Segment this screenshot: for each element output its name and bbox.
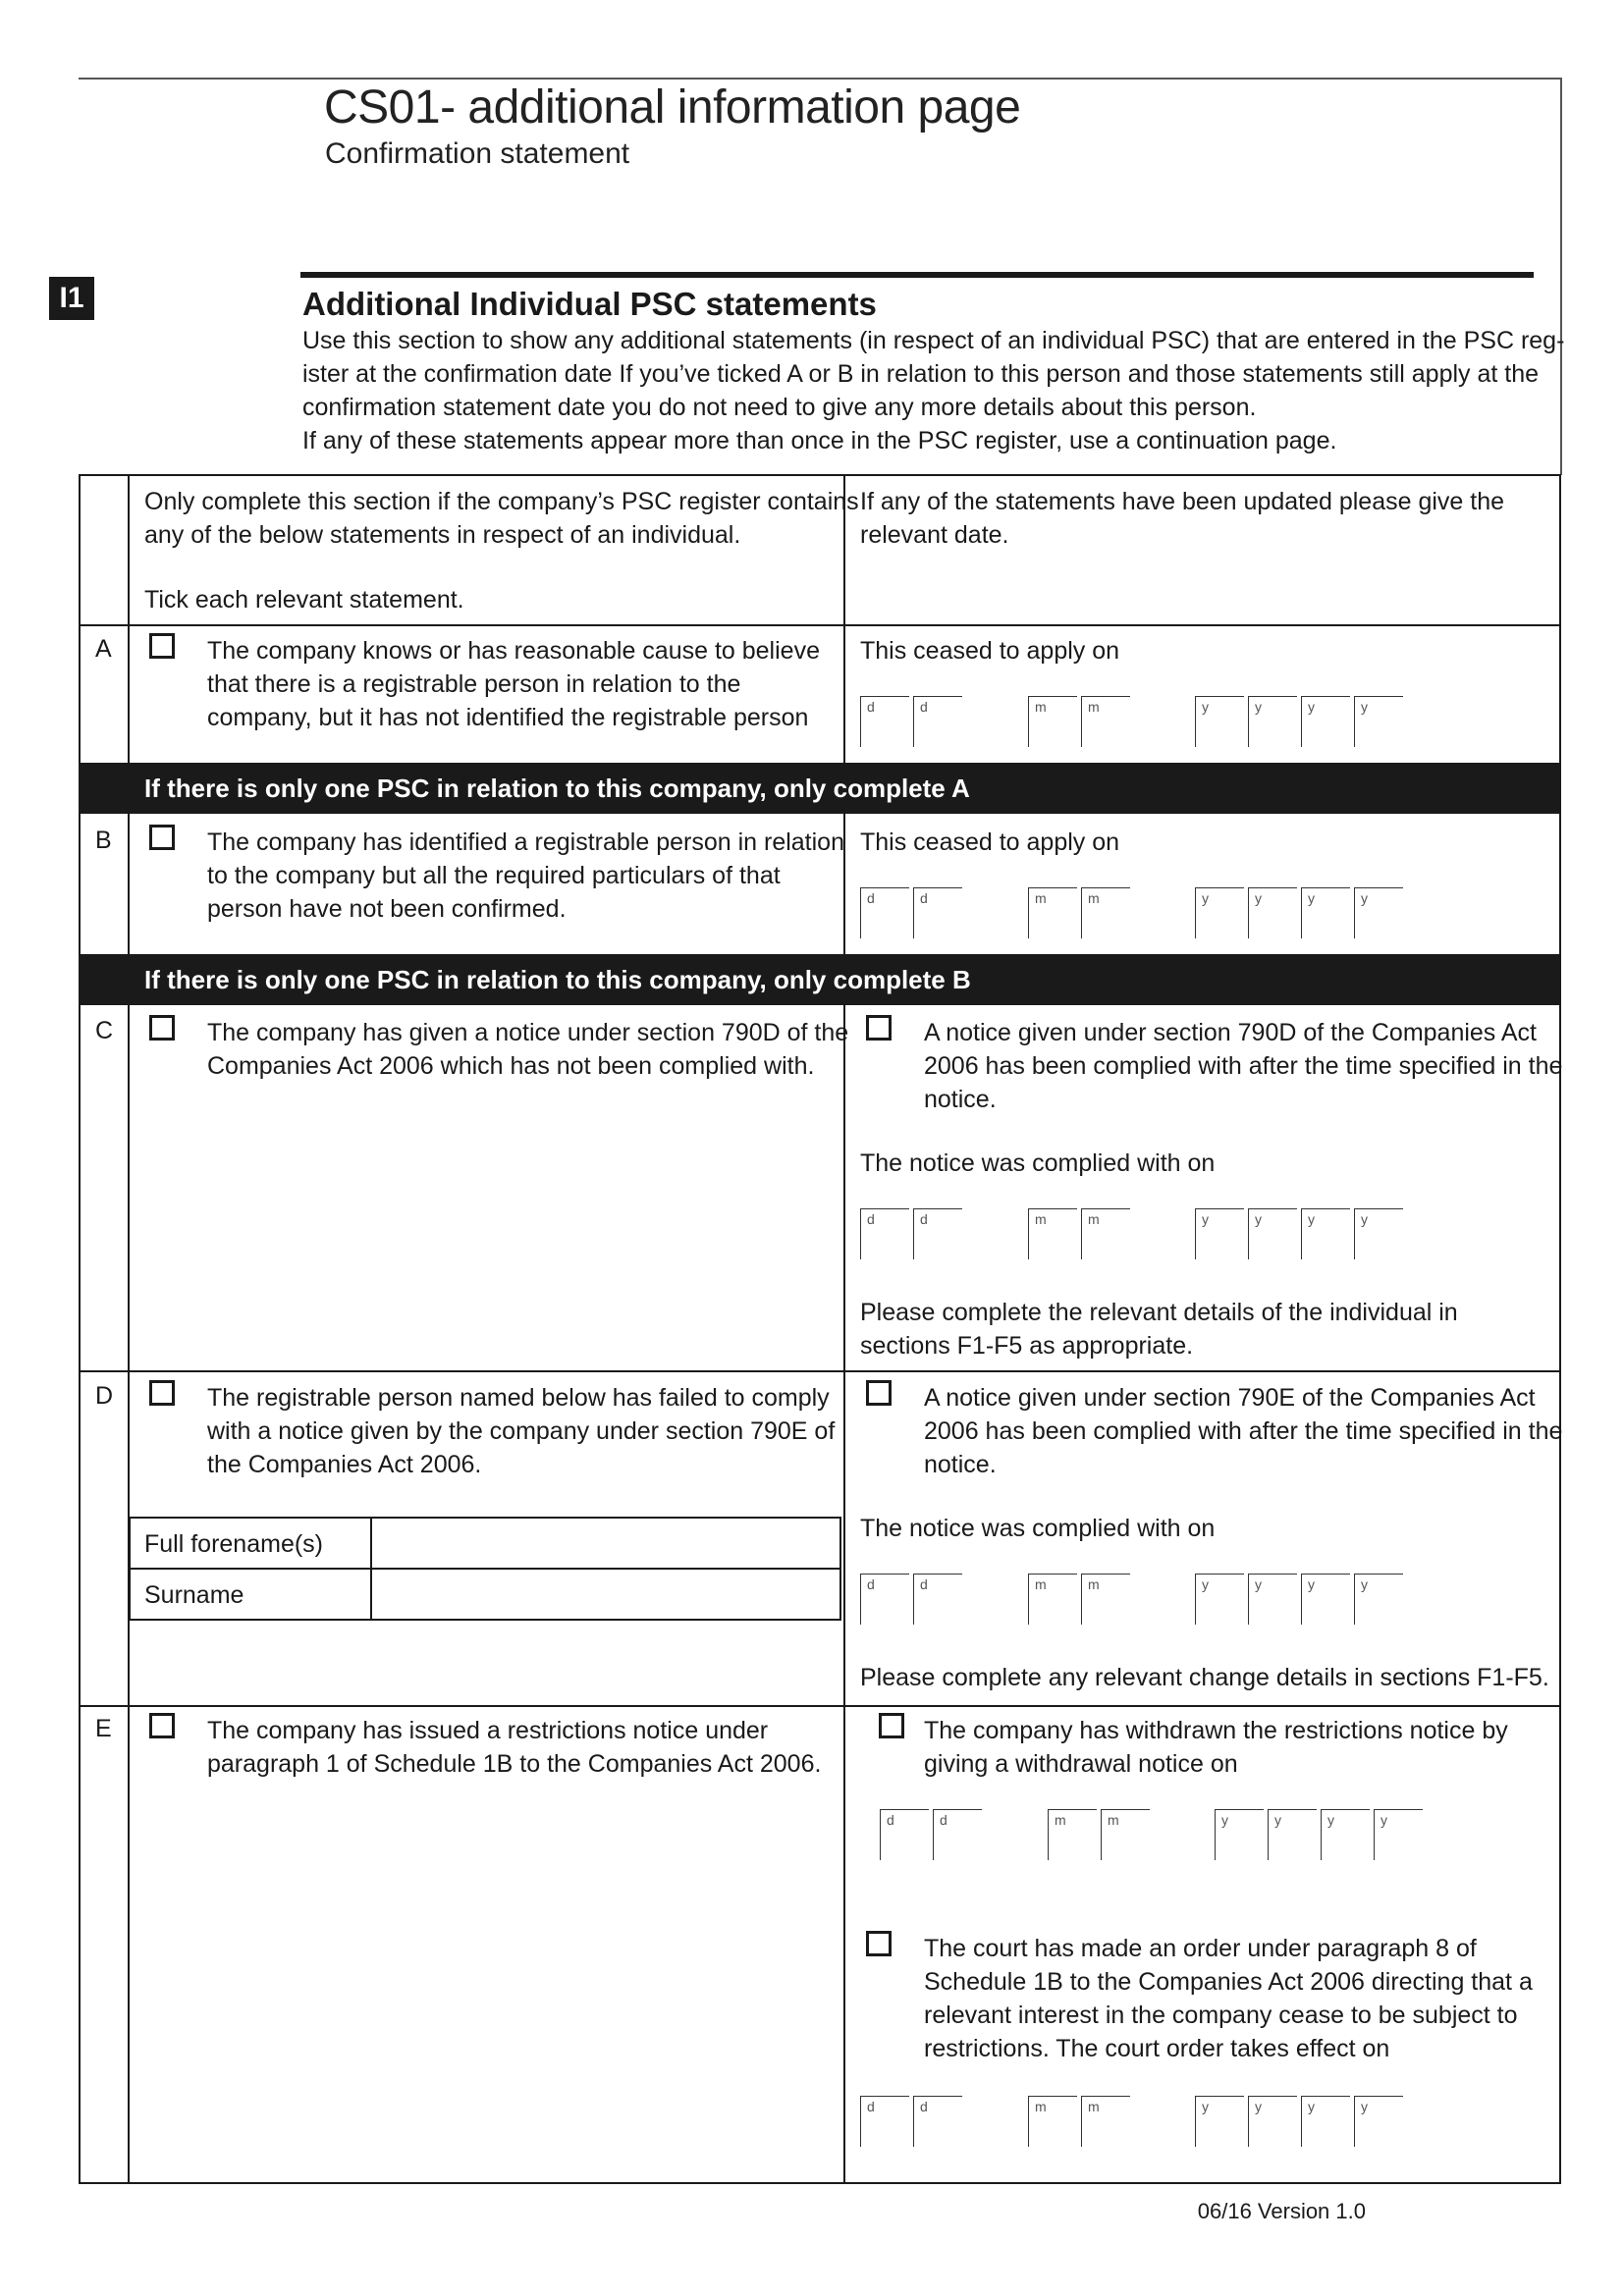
date-digit-box[interactable]	[860, 1574, 909, 1625]
intro-line: If any of these statements appear more than once in the PSC register, use a continuation page.	[302, 427, 1337, 454]
date-digit-hint: y	[1308, 699, 1315, 715]
statement-a-checkbox[interactable]	[149, 633, 175, 659]
date-digit-hint: y	[1274, 1812, 1281, 1828]
date-digit-box[interactable]	[1301, 696, 1350, 747]
date-digit-box[interactable]	[1028, 1574, 1077, 1625]
date-digit-box[interactable]	[1101, 1809, 1150, 1860]
head-left-line: any of the below statements in respect of an individual.	[144, 521, 741, 549]
statement-d-checkbox[interactable]	[149, 1380, 175, 1406]
date-digit-box[interactable]	[1081, 887, 1130, 938]
date-digit-box[interactable]	[913, 887, 962, 938]
date-digit-hint: d	[867, 2099, 875, 2114]
date-digit-hint: m	[1088, 1211, 1100, 1227]
date-digit-box[interactable]	[1081, 696, 1130, 747]
date-digit-hint: y	[1202, 2099, 1209, 2114]
date-digit-hint: y	[1308, 890, 1315, 906]
date-digit-box[interactable]	[1301, 1574, 1350, 1625]
date-digit-box[interactable]	[1248, 2096, 1297, 2147]
date-digit-box[interactable]	[1195, 887, 1244, 938]
row-label-c: C	[95, 1017, 114, 1044]
header-frame-right	[1560, 78, 1562, 475]
date-digit-hint: y	[1361, 1211, 1368, 1227]
date-field-a[interactable]	[860, 696, 1410, 747]
label-column-divider	[128, 474, 130, 2184]
forename-label: Full forename(s)	[144, 1530, 323, 1558]
note-d: Please complete any relevant change details in sections F1-F5.	[860, 1664, 1549, 1691]
date-digit-hint: d	[867, 1576, 875, 1592]
statement-b-line: person have not been confirmed.	[207, 895, 567, 923]
row-label-a: A	[95, 635, 112, 663]
withdrawn-line: The company has withdrawn the restrictions notice by	[924, 1717, 1508, 1744]
date-digit-box[interactable]	[1248, 696, 1297, 747]
date-digit-box[interactable]	[1081, 1574, 1130, 1625]
section-intro	[302, 324, 1565, 457]
date-digit-box[interactable]	[1301, 2096, 1350, 2147]
section-title: Additional Individual PSC statements	[302, 286, 877, 322]
complied-d-checkbox[interactable]	[866, 1380, 892, 1406]
table-top-border	[79, 474, 1561, 476]
court-order-line: restrictions. The court order takes effect on	[924, 2035, 1390, 2062]
date-digit-hint: m	[1108, 1812, 1119, 1828]
complied-on-label-d: The notice was complied with on	[860, 1515, 1216, 1542]
row-label-d: D	[95, 1382, 114, 1410]
statement-a-line: that there is a registrable person in relation to the	[207, 670, 741, 698]
date-digit-hint: y	[1202, 890, 1209, 906]
surname-label: Surname	[144, 1581, 244, 1609]
date-digit-box[interactable]	[1321, 1809, 1370, 1860]
date-digit-box[interactable]	[1081, 2096, 1130, 2147]
statement-e-line: The company has issued a restrictions notice under	[207, 1717, 769, 1744]
statement-e-line: paragraph 1 of Schedule 1B to the Companies Act 2006.	[207, 1750, 822, 1778]
court-order-line: The court has made an order under paragraph 8 of	[924, 1935, 1477, 1962]
court-order-line: relevant interest in the company cease to be subject to	[924, 2002, 1518, 2029]
date-digit-box[interactable]	[913, 1574, 962, 1625]
head-right-line: relevant date.	[860, 521, 1009, 549]
intro-line: Use this section to show any additional statements (in respect of an individual PSC) that are entered in the PSC reg-	[302, 327, 1565, 354]
date-digit-box[interactable]	[860, 2096, 909, 2147]
instruction-band-b: If there is only one PSC in relation to this company, only complete B	[79, 954, 1561, 1005]
date-digit-hint: y	[1361, 890, 1368, 906]
date-digit-box[interactable]	[1301, 1208, 1350, 1259]
date-field-e-court[interactable]	[860, 2096, 1410, 2147]
row-label-b: B	[95, 827, 112, 854]
date-digit-box[interactable]	[1248, 1574, 1297, 1625]
statement-d-line: with a notice given by the company under section 790E of	[207, 1417, 836, 1445]
date-digit-hint: d	[920, 1211, 928, 1227]
date-digit-box[interactable]	[1081, 1208, 1130, 1259]
date-digit-box[interactable]	[1028, 2096, 1077, 2147]
date-digit-hint: d	[920, 1576, 928, 1592]
date-digit-box[interactable]	[1354, 2096, 1403, 2147]
date-digit-hint: y	[1308, 1211, 1315, 1227]
date-digit-box[interactable]	[1354, 887, 1403, 938]
table-right-border	[1559, 474, 1561, 2184]
date-digit-box[interactable]	[1248, 1208, 1297, 1259]
statement-a-line: company, but it has not identified the registrable person	[207, 704, 809, 731]
date-digit-hint: y	[1221, 1812, 1228, 1828]
intro-line: ister at the confirmation date If you’ve ticked A or B in relation to this person and those statements still apply at the	[302, 360, 1540, 388]
date-digit-hint: y	[1202, 1211, 1209, 1227]
statement-b-line: The company has identified a registrable person in relation	[207, 828, 844, 856]
row-divider	[79, 624, 1561, 626]
statement-c-line: Companies Act 2006 which has not been complied with.	[207, 1052, 815, 1080]
surname-input[interactable]	[377, 1578, 829, 1612]
date-digit-hint: m	[1088, 699, 1100, 715]
date-digit-hint: y	[1202, 1576, 1209, 1592]
date-digit-box[interactable]	[860, 1208, 909, 1259]
page-subtitle: Confirmation statement	[325, 137, 630, 170]
date-digit-hint: m	[1035, 699, 1047, 715]
row-divider	[79, 1370, 1561, 1372]
date-digit-hint: y	[1202, 699, 1209, 715]
date-field-e-withdrawal[interactable]	[880, 1809, 1430, 1860]
date-digit-hint: m	[1088, 2099, 1100, 2114]
date-field-c[interactable]	[860, 1208, 1410, 1259]
date-digit-hint: y	[1255, 1576, 1262, 1592]
date-digit-hint: d	[887, 1812, 894, 1828]
complied-c-line: 2006 has been complied with after the time specified in the	[924, 1052, 1563, 1080]
date-digit-hint: m	[1035, 1211, 1047, 1227]
date-digit-box[interactable]	[860, 887, 909, 938]
date-digit-box[interactable]	[1301, 887, 1350, 938]
statement-b-line: to the company but all the required particulars of that	[207, 862, 781, 889]
date-digit-hint: y	[1308, 2099, 1315, 2114]
date-digit-box[interactable]	[1248, 887, 1297, 938]
date-field-b[interactable]	[860, 887, 1410, 938]
date-digit-hint: y	[1361, 699, 1368, 715]
row-divider	[79, 1705, 1561, 1707]
date-digit-box[interactable]	[913, 2096, 962, 2147]
date-digit-box[interactable]	[1354, 1208, 1403, 1259]
complied-c-line: A notice given under section 790D of the Companies Act	[924, 1019, 1537, 1046]
date-digit-box[interactable]	[1195, 1208, 1244, 1259]
date-digit-hint: m	[1055, 1812, 1066, 1828]
date-digit-hint: y	[1361, 2099, 1368, 2114]
section-rule	[300, 272, 1534, 278]
row-label-e: E	[95, 1715, 112, 1742]
date-digit-hint: y	[1361, 1576, 1368, 1592]
date-digit-hint: y	[1327, 1812, 1334, 1828]
date-digit-hint: d	[867, 890, 875, 906]
complied-on-label-c: The notice was complied with on	[860, 1149, 1216, 1177]
date-digit-box[interactable]	[1195, 696, 1244, 747]
ceased-label-a: This ceased to apply on	[860, 637, 1120, 665]
statement-e-checkbox[interactable]	[149, 1713, 175, 1738]
date-digit-hint: y	[1380, 1812, 1387, 1828]
note-c-line: Please complete the relevant details of the individual in	[860, 1299, 1458, 1326]
date-digit-hint: d	[867, 1211, 875, 1227]
section-badge: I1	[49, 277, 94, 320]
withdrawn-line: giving a withdrawal notice on	[924, 1750, 1238, 1778]
date-digit-box[interactable]	[1354, 696, 1403, 747]
date-digit-hint: m	[1035, 890, 1047, 906]
table-left-border	[79, 474, 81, 2184]
statement-c-line: The company has given a notice under section 790D of the	[207, 1019, 849, 1046]
version-footer: 06/16 Version 1.0	[1197, 2199, 1366, 2223]
complied-d-line: notice.	[924, 1451, 997, 1478]
statement-d-line: the Companies Act 2006.	[207, 1451, 482, 1478]
date-digit-box[interactable]	[1048, 1809, 1097, 1860]
statement-a-line: The company knows or has reasonable cause to believe	[207, 637, 820, 665]
date-digit-hint: d	[920, 2099, 928, 2114]
complied-d-line: A notice given under section 790E of the Companies Act	[924, 1384, 1536, 1412]
header-frame-top	[79, 78, 1561, 80]
date-digit-box[interactable]	[1215, 1809, 1264, 1860]
date-digit-box[interactable]	[1028, 1208, 1077, 1259]
statement-d-line: The registrable person named below has failed to comply	[207, 1384, 830, 1412]
date-digit-box[interactable]	[860, 696, 909, 747]
date-digit-hint: m	[1035, 1576, 1047, 1592]
date-digit-hint: y	[1255, 2099, 1262, 2114]
date-digit-box[interactable]	[1268, 1809, 1317, 1860]
complied-c-checkbox[interactable]	[866, 1015, 892, 1041]
date-digit-hint: m	[1035, 2099, 1047, 2114]
date-digit-hint: d	[940, 1812, 947, 1828]
date-digit-hint: d	[920, 890, 928, 906]
forename-input[interactable]	[377, 1527, 829, 1561]
statement-c-checkbox[interactable]	[149, 1015, 175, 1041]
date-digit-box[interactable]	[1195, 2096, 1244, 2147]
head-left-line: Only complete this section if the company’s PSC register contains	[144, 488, 859, 515]
court-order-checkbox[interactable]	[866, 1931, 892, 1956]
ceased-label-b: This ceased to apply on	[860, 828, 1120, 856]
date-digit-hint: m	[1088, 890, 1100, 906]
statement-b-checkbox[interactable]	[149, 825, 175, 850]
instruction-band-a: If there is only one PSC in relation to this company, only complete A	[79, 763, 1561, 814]
date-digit-box[interactable]	[1028, 696, 1077, 747]
date-digit-box[interactable]	[880, 1809, 929, 1860]
date-digit-box[interactable]	[1028, 887, 1077, 938]
date-digit-hint: y	[1308, 1576, 1315, 1592]
court-order-line: Schedule 1B to the Companies Act 2006 directing that a	[924, 1968, 1533, 1996]
note-c-line: sections F1-F5 as appropriate.	[860, 1332, 1194, 1360]
intro-line: confirmation statement date you do not need to give any more details about this person.	[302, 394, 1257, 421]
date-digit-box[interactable]	[913, 696, 962, 747]
date-digit-hint: y	[1255, 699, 1262, 715]
date-digit-box[interactable]	[1374, 1809, 1423, 1860]
head-left-instruction: Tick each relevant statement.	[144, 586, 464, 614]
table-bottom-border	[79, 2182, 1561, 2184]
date-digit-hint: d	[920, 699, 928, 715]
name-grid-column-divider	[370, 1519, 372, 1619]
date-digit-box[interactable]	[933, 1809, 982, 1860]
date-digit-box[interactable]	[1195, 1574, 1244, 1625]
name-grid-row-divider	[131, 1568, 839, 1570]
date-digit-hint: d	[867, 699, 875, 715]
date-digit-hint: y	[1255, 890, 1262, 906]
complied-d-line: 2006 has been complied with after the time specified in the	[924, 1417, 1563, 1445]
date-digit-box[interactable]	[913, 1208, 962, 1259]
head-right-line: If any of the statements have been updated please give the	[860, 488, 1505, 515]
date-digit-hint: y	[1255, 1211, 1262, 1227]
middle-column-divider	[843, 474, 845, 2184]
date-digit-box[interactable]	[1354, 1574, 1403, 1625]
complied-c-line: notice.	[924, 1086, 997, 1113]
date-digit-hint: m	[1088, 1576, 1100, 1592]
date-field-d[interactable]	[860, 1574, 1410, 1625]
page-title: CS01- additional information page	[324, 81, 1021, 133]
withdrawn-checkbox[interactable]	[879, 1713, 904, 1738]
